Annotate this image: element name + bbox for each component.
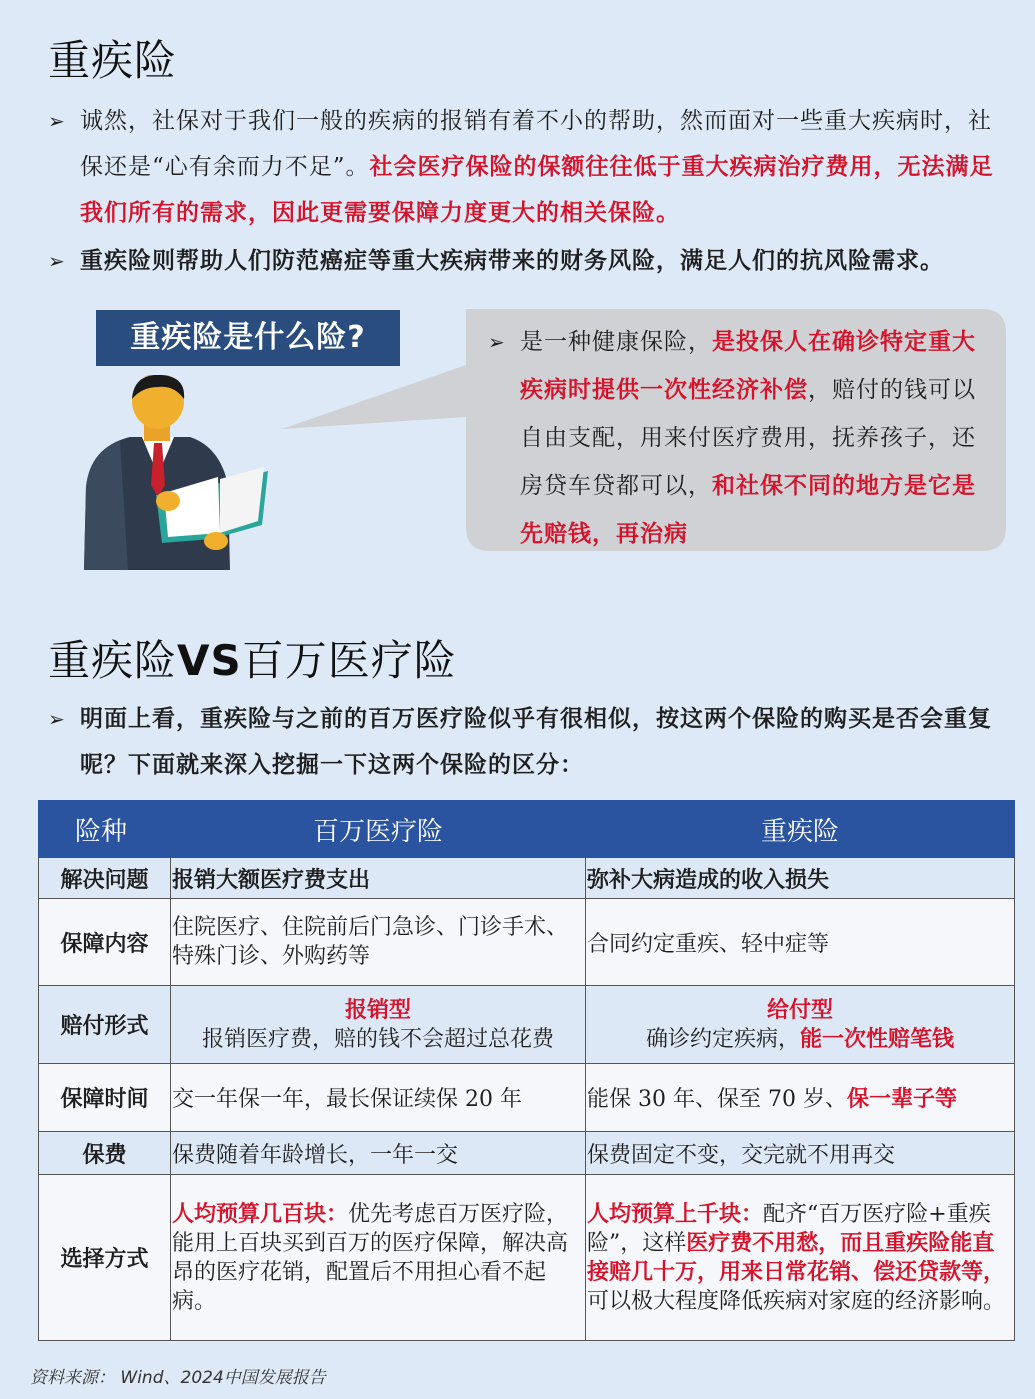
cell-medical: 报销大额医疗费支出 (171, 858, 586, 899)
what-is-banner: 重疾险是什么险? (96, 310, 400, 366)
table-row (39, 858, 1015, 899)
arrow-bullet-icon: ➢ (48, 249, 66, 273)
source-note: 资料来源： Wind、2024中国发展报告 (30, 1368, 326, 1388)
comparison-table (38, 800, 1015, 1341)
row-label: 解决问题 (39, 858, 171, 899)
section-title-comparison (48, 628, 457, 688)
row-label: 赔付形式 (39, 986, 171, 1064)
payout-type-lump-sum: 给付型 (766, 996, 833, 1023)
bullet-critical-illness-purpose (48, 238, 1013, 284)
callout-highlight-d: 和社保不同的地方是它是先赔钱，再治病 (520, 472, 976, 547)
cell-medical (171, 1175, 586, 1341)
payout-highlight: 能一次性赔笔钱 (800, 1025, 955, 1052)
cell-medical: 交一年保一年，最长保证续保 20 年 (171, 1064, 586, 1132)
table-row (39, 899, 1015, 986)
payout-type-reimburse: 报销型 (344, 996, 411, 1023)
table-row (39, 1132, 1015, 1175)
budget-text: 配齐“百万医疗险+重疾险”，这样 (587, 1201, 991, 1256)
businessman-reading-icon (70, 375, 280, 570)
table-header-row (39, 801, 1015, 858)
cell-medical (171, 986, 586, 1064)
bullet-comparison-intro (48, 696, 1013, 788)
callout-text-c: ，赔付的钱可以自由支配，用来付医疗费用，抚养孩子，还房贷车贷都可以， (520, 377, 976, 499)
budget-text-2: 可以极大程度降低疾病对家庭的经济影响。 (587, 1288, 1006, 1314)
header-critical: 重疾险 (586, 801, 1015, 858)
title-part-critical: 重疾险 (48, 636, 178, 685)
budget-highlight-2: 医疗费不用愁，而且重疾险能直接赔几十万，用来日常花销、偿还贷款等， (587, 1229, 1006, 1285)
cell-critical (586, 1064, 1015, 1132)
row-label: 保障时间 (39, 1064, 171, 1132)
payout-desc: 确诊约定疾病， (645, 1026, 800, 1052)
budget-text: 优先考虑百万医疗险，能用上百块买到百万的医疗保障，解决高昂的医疗花销，配置后不用担心看不起病。 (172, 1201, 569, 1314)
bullet-text: 明面上看，重疾险与之前的百万医疗险似乎有很相似，按这两个保险的购买是否会重复呢？下面就来深入挖掘一下这两个保险的区分： (80, 705, 992, 778)
budget-highlight: 人均预算上千块： (587, 1200, 764, 1227)
bullet-text: 重疾险则帮助人们防范癌症等重大疾病带来的财务风险，满足人们的抗风险需求。 (80, 247, 944, 274)
arrow-bullet-icon: ➢ (48, 109, 66, 133)
cell-critical (586, 986, 1015, 1064)
cell-critical: 合同约定重疾、轻中症等 (586, 899, 1015, 986)
bullet-social-insurance (48, 98, 1013, 236)
bullet-highlight: 社会医疗保险的保额往往低于重大疾病治疗费用，无法满足我们所有的需求，因此更需要保障力度更大的相关保险。 (80, 153, 994, 226)
table-row (39, 986, 1015, 1064)
cell-medical: 保费随着年龄增长，一年一交 (171, 1132, 586, 1175)
table-row (39, 1064, 1015, 1132)
arrow-bullet-icon: ➢ (48, 707, 66, 731)
bullet-text: 诚然，社保对于我们一般的疾病的报销有着不小的帮助，然而面对一些重大疾病时，社保还是“心有余而力不足”。 (80, 108, 992, 180)
budget-highlight: 人均预算几百块： (172, 1200, 349, 1227)
table-row (39, 1175, 1015, 1341)
callout-text-a: 是一种健康保险， (520, 329, 712, 355)
row-label: 保费 (39, 1132, 171, 1175)
row-label: 选择方式 (39, 1175, 171, 1341)
cell-critical (586, 1175, 1015, 1341)
title-part-vs: VS (177, 636, 242, 685)
header-medical: 百万医疗险 (171, 801, 586, 858)
term-highlight: 保一辈子等 (846, 1086, 957, 1112)
callout-highlight-b: 是投保人在确诊特定重大疾病时提供一次性经济补偿 (520, 328, 976, 403)
term-text: 能保 30 年、保至 70 岁、 (587, 1087, 847, 1112)
cell-critical: 弥补大病造成的收入损失 (586, 858, 1015, 899)
section-title-critical-illness: 重疾险 (48, 36, 178, 85)
payout-desc: 报销医疗费，赔的钱不会超过总花费 (201, 1026, 554, 1052)
row-label: 保障内容 (39, 899, 171, 986)
callout-definition (488, 318, 993, 558)
arrow-bullet-icon: ➢ (488, 330, 506, 354)
cell-critical: 保费固定不变，交完就不用再交 (586, 1132, 1015, 1175)
header-type: 险种 (39, 801, 171, 858)
cell-medical: 住院医疗、住院前后门急诊、门诊手术、特殊门诊、外购药等 (171, 899, 586, 986)
title-part-medical: 百万医疗险 (241, 636, 457, 685)
